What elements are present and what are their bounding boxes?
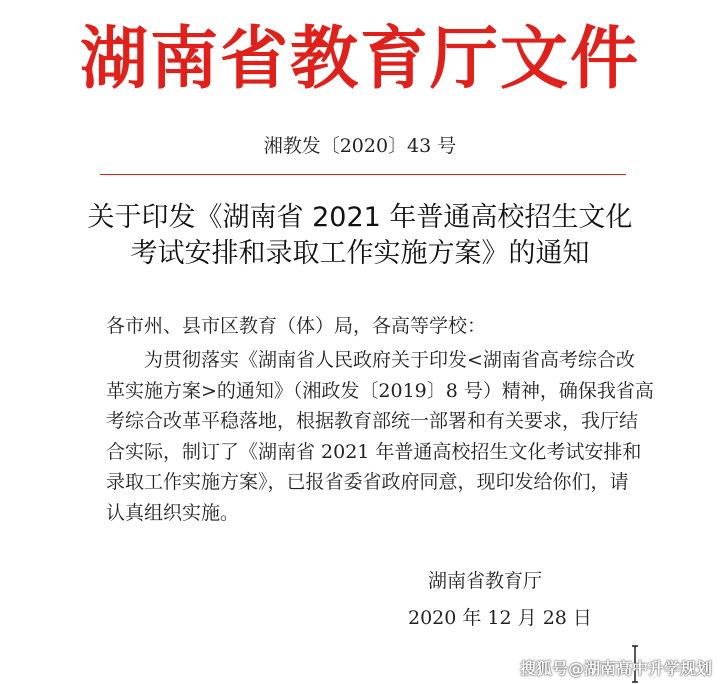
- body-line: 录取工作实施方案》，已报省委省政府同意，现印发给你们，请: [106, 471, 629, 493]
- notice-title: [40, 200, 680, 272]
- document-number: 湘教发〔2020〕43 号: [263, 135, 457, 157]
- body-line: 革实施方案>的通知》（湘政发〔2019〕8 号）精神，确保我省高: [106, 379, 654, 402]
- masthead-title: 湖南省教育厅文件: [79, 20, 640, 99]
- title-line: 关于印发《湖南省 2021 年普通高校招生文化: [87, 202, 633, 233]
- body-line: 为贯彻落实《湖南省人民政府关于印发<湖南省高考综合改: [144, 349, 635, 371]
- body-paragraph: [106, 345, 666, 528]
- body-line: 合实际，制订了《湖南省 2021 年普通高校招生文化考试安排和: [106, 440, 642, 463]
- issuing-authority: 湖南省教育厅: [428, 570, 543, 592]
- body-line: 考综合改革平稳落地，根据教育部统一部署和有关要求，我厅结: [106, 410, 639, 432]
- salutation: 各市州、县市区教育（体）局，各高等学校：: [106, 315, 487, 337]
- red-divider-line: [100, 174, 626, 175]
- watermark: 搜狐号@湖南高中升学规划: [519, 659, 712, 678]
- body-line: 认真组织实施。: [106, 501, 240, 524]
- title-line: 考试安排和录取工作实施方案》的通知: [130, 238, 590, 269]
- issue-date: 2020 年 12 月 28 日: [408, 607, 592, 629]
